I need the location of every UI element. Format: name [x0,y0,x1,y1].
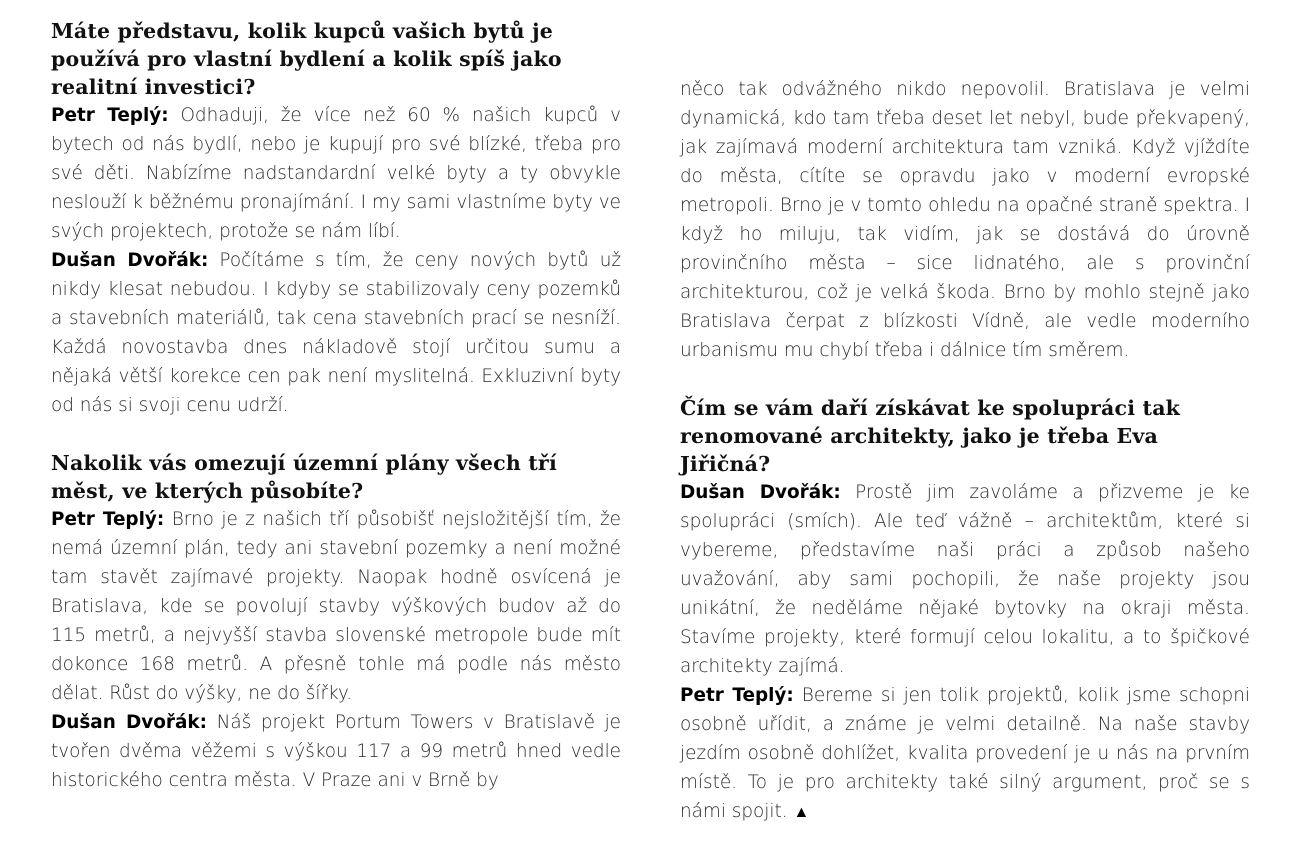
answer-text: Odhaduji, že více než 60 % našich kupců v bytech od nás bydlí, nebo je kupují pro své blízké, třeba pro své děti. Nabízíme nadstandardní velké byty a ty obvykle neslouží k běžnému pronajímání. I my sami vlastníme byty ve svých projektech, protože se nám líbí. [51,105,621,242]
answer-paragraph [51,101,621,246]
question-heading: Čím se vám daří získávat ke spolupráci tak renomované architekty, jako je třeba Eva Jiřičná? [680,396,1181,476]
speaker-name: Petr Teplý: [51,105,169,126]
answer-paragraph [680,681,1250,826]
right-column [680,0,1250,826]
speaker-name: Petr Teplý: [51,509,165,530]
answer-paragraph [51,505,621,708]
answer-paragraph [51,708,621,795]
speaker-name: Dušan Dvořák: [51,250,209,271]
answer-paragraph [51,246,621,420]
end-mark-triangle-icon: ▲ [793,802,810,821]
answer-paragraph [680,478,1250,681]
left-column [51,0,621,795]
answer-text: Počítáme s tím, že ceny nových bytů už nikdy klesat nebudou. I kdyby se stabilizovaly ceny pozemků a stavebních materiálů, tak cena stavebních prací se nesníží. Každá novostavba dnes nákladově stojí určitou sumu a nějaká větší korekce cen pak není myslitelná. Exkluzivní byty od nás si svoji cenu udrží. [51,250,621,416]
answer-text: Prostě jim zavoláme a přizveme je ke spolupráci (smích). Ale teď vážně – architektům, které si vybereme, představíme naši práci a způsob našeho uvažování, aby sami pochopili, že naše projekty jsou unikátní, že neděláme nějaké bytovky na okraji města. Stavíme projekty, které formují celou lokalitu, a to špičkové architekty zajímá. [680,482,1250,677]
question-heading: Máte představu, kolik kupců vašich bytů je používá pro vlastní bydlení a kolik spíš jako realitní investici? [51,19,562,99]
answer-text: Brno je z našich tří působišť nejsložitější tím, že nemá územní plán, tedy ani stavební pozemky a není možné tam stavět zajímavé projekty. Naopak hodně osvícená je Bratislava, kde se povolují stavby výškových budov až do 115 metrů, a nejvyšší stavba slovenské metropole bude mít dokonce 168 metrů. A přesně tohle má podle nás město dělat. Růst do výšky, ne do šířky. [51,509,621,704]
speaker-name: Dušan Dvořák: [51,712,207,733]
speaker-name: Petr Teplý: [680,685,794,706]
answer-continuation: něco tak odvážného nikdo nepovolil. Bratislava je velmi dynamická, kdo tam třeba deset let nebyl, bude překvapený, jak zajímavá moderní architektura tam vzniká. Když vjíždíte do města, cítíte se opravdu jako v moderní evropské metropoli. Brno je v tomto ohledu na opačné straně spektra. I když ho miluju, tak vidím, jak se dostává do úrovně provinčního města – sice lidnatého, ale s provinční architekturou, což je velká škoda. Brno by mohlo stejně jako Bratislava čerpat z blízkosti Vídně, ale vedle moderního urbanismu mu chybí třeba i dálnice tím směrem. [680,79,1250,361]
answer-text: Bereme si jen tolik projektů, kolik jsme schopni osobně uřídit, a známe je velmi detailně. Na naše stavby jezdím osobně dohlížet, kvalita provedení je u nás na prvním místě. To je pro architekty také silný argument, proč se s námi spojit. [680,685,1250,822]
answer-text: Náš projekt Portum Towers v Bratislavě je tvořen dvěma věžemi s výškou 117 a 99 metrů hned vedle historického centra města. V Praze ani v Brně by [51,712,621,791]
speaker-name: Dušan Dvořák: [680,482,841,503]
question-heading: Nakolik vás omezují územní plány všech tří měst, ve kterých působíte? [51,451,557,503]
